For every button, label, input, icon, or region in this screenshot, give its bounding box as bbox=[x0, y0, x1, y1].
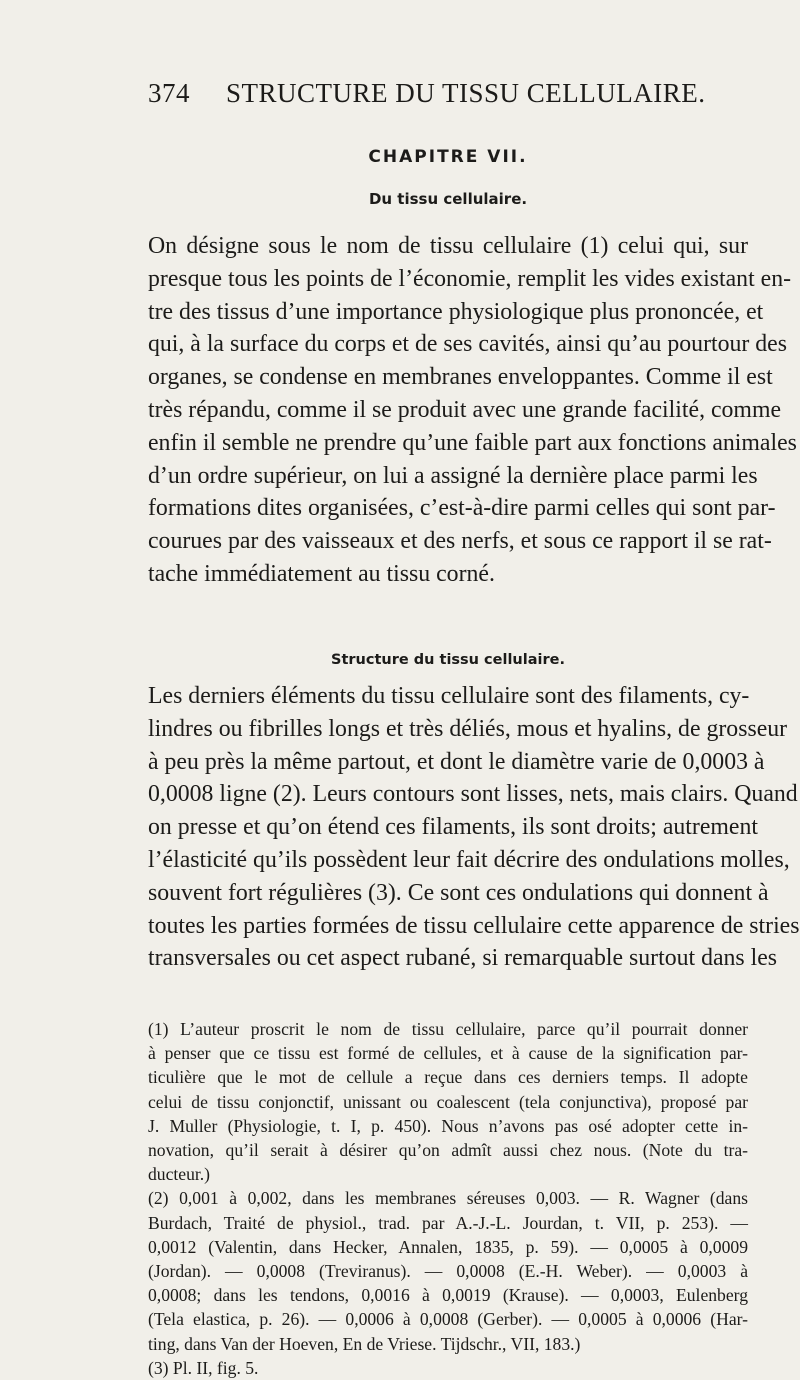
text-line: Les derniers éléments du tissu cellulaire sont des filaments, cy- bbox=[148, 683, 750, 709]
text-line: courues par des vaisseaux et des nerfs, et sous ce rapport il se rat- bbox=[148, 528, 772, 555]
footnote-line: (1) L’auteur proscrit le nom de tissu cellulaire, parce qu’il pourrait donner bbox=[148, 1019, 748, 1039]
text-line: souvent fort régulières (3). Ce sont ces ondulations qui donnent à bbox=[148, 879, 769, 906]
text-line: tache immédiatement au tissu corné. bbox=[148, 560, 495, 587]
footnote-line: 0,0012 (Valentin, dans Hecker, Annalen, 1835, p. 59). — 0,0005 à 0,0009 bbox=[148, 1236, 748, 1257]
chapter-label: CHAPITRE VII. bbox=[368, 147, 528, 167]
footnote-line: (Tela elastica, p. 26). — 0,0006 à 0,0008 (Gerber). — 0,0005 à 0,0006 (Har- bbox=[148, 1309, 748, 1330]
footnote-line: (2) 0,001 à 0,002, dans les membranes séreuses 0,003. — R. Wagner (dans bbox=[148, 1188, 748, 1209]
footnote-line: ducteur.) bbox=[148, 1164, 211, 1185]
text-line: l’élasticité qu’ils possèdent leur fait décrire des ondulations molles, bbox=[148, 846, 790, 873]
text-line: transversales ou cet aspect rubané, si remarquable surtout dans les bbox=[148, 945, 778, 972]
text-line: On désigne sous le nom de tissu cellulaire (1) celui qui, sur bbox=[148, 233, 748, 259]
running-head bbox=[148, 78, 748, 109]
footnote-line: J. Muller (Physiologie, t. I, p. 450). Nous n’avons pas osé adopter cette in- bbox=[148, 1115, 748, 1136]
page-number: 374 bbox=[148, 78, 190, 108]
text-line: on presse et qu’on étend ces filaments, ils sont droits; autrement bbox=[148, 814, 758, 841]
paragraph-intro bbox=[148, 230, 797, 591]
footnote-line: novation, qu’il serait à désirer qu’on admît aussi chez nous. (Note du tra- bbox=[148, 1140, 748, 1161]
text-line: à peu près la même partout, et dont le diamètre varie de 0,0003 à bbox=[148, 748, 765, 775]
text-line: formations dites organisées, c’est-à-dire parmi celles qui sont par- bbox=[148, 495, 776, 522]
text-line: qui, à la surface du corps et de ses cavités, ainsi qu’au pourtour des bbox=[148, 331, 788, 358]
footnotes bbox=[148, 1017, 748, 1380]
text-line: enfin il semble ne prendre qu’une faible part aux fonctions animales bbox=[148, 429, 797, 456]
footnote-line: ticulière que le mot de cellule a reçue dans ces derniers temps. Il adopte bbox=[148, 1067, 748, 1088]
chapter-title: Du tissu cellulaire. bbox=[368, 190, 528, 208]
text-line: organes, se condense en membranes enveloppantes. Comme il est bbox=[148, 364, 773, 391]
text-line: toutes les parties formées de tissu cellulaire cette apparence de stries bbox=[148, 912, 800, 939]
paragraph-structure bbox=[148, 680, 800, 975]
footnote-line: (3) Pl. II, fig. 5. bbox=[148, 1357, 259, 1378]
text-line: tre des tissus d’une importance physiologique plus prononcée, et bbox=[148, 298, 764, 325]
footnote-line: celui de tissu conjonctif, unissant ou coalescent (tela conjunctiva), proposé par bbox=[148, 1091, 748, 1112]
text-line: d’un ordre supérieur, on lui a assigné la dernière place parmi les bbox=[148, 462, 758, 489]
footnote-line: ting, dans Van der Hoeven, En de Vriese. Tijdschr., VII, 183.) bbox=[148, 1333, 581, 1354]
footnote-line: Burdach, Traité de physiol., trad. par A.-J.-L. Jourdan, t. VII, p. 253). — bbox=[148, 1212, 748, 1233]
footnote-line: à penser que ce tissu est formé de cellules, et à cause de la signification par- bbox=[148, 1043, 748, 1064]
footnote-line: (Jordan). — 0,0008 (Treviranus). — 0,0008 (E.-H. Weber). — 0,0003 à bbox=[148, 1261, 748, 1282]
text-line: 0,0008 ligne (2). Leurs contours sont lisses, nets, mais clairs. Quand bbox=[148, 781, 798, 808]
text-line: presque tous les points de l’économie, remplit les vides existant en- bbox=[148, 265, 792, 292]
text-line: très répandu, comme il se produit avec une grande facilité, comme bbox=[148, 396, 782, 423]
footnote-line: 0,0008; dans les tendons, 0,0016 à 0,0019 (Krause). — 0,0003, Eulenberg bbox=[148, 1285, 748, 1306]
text-line: lindres ou fibrilles longs et très déliés, mous et hyalins, de grosseur bbox=[148, 715, 788, 742]
section-heading: Structure du tissu cellulaire. bbox=[331, 652, 565, 668]
running-title: STRUCTURE DU TISSU CELLULAIRE. bbox=[226, 78, 706, 108]
